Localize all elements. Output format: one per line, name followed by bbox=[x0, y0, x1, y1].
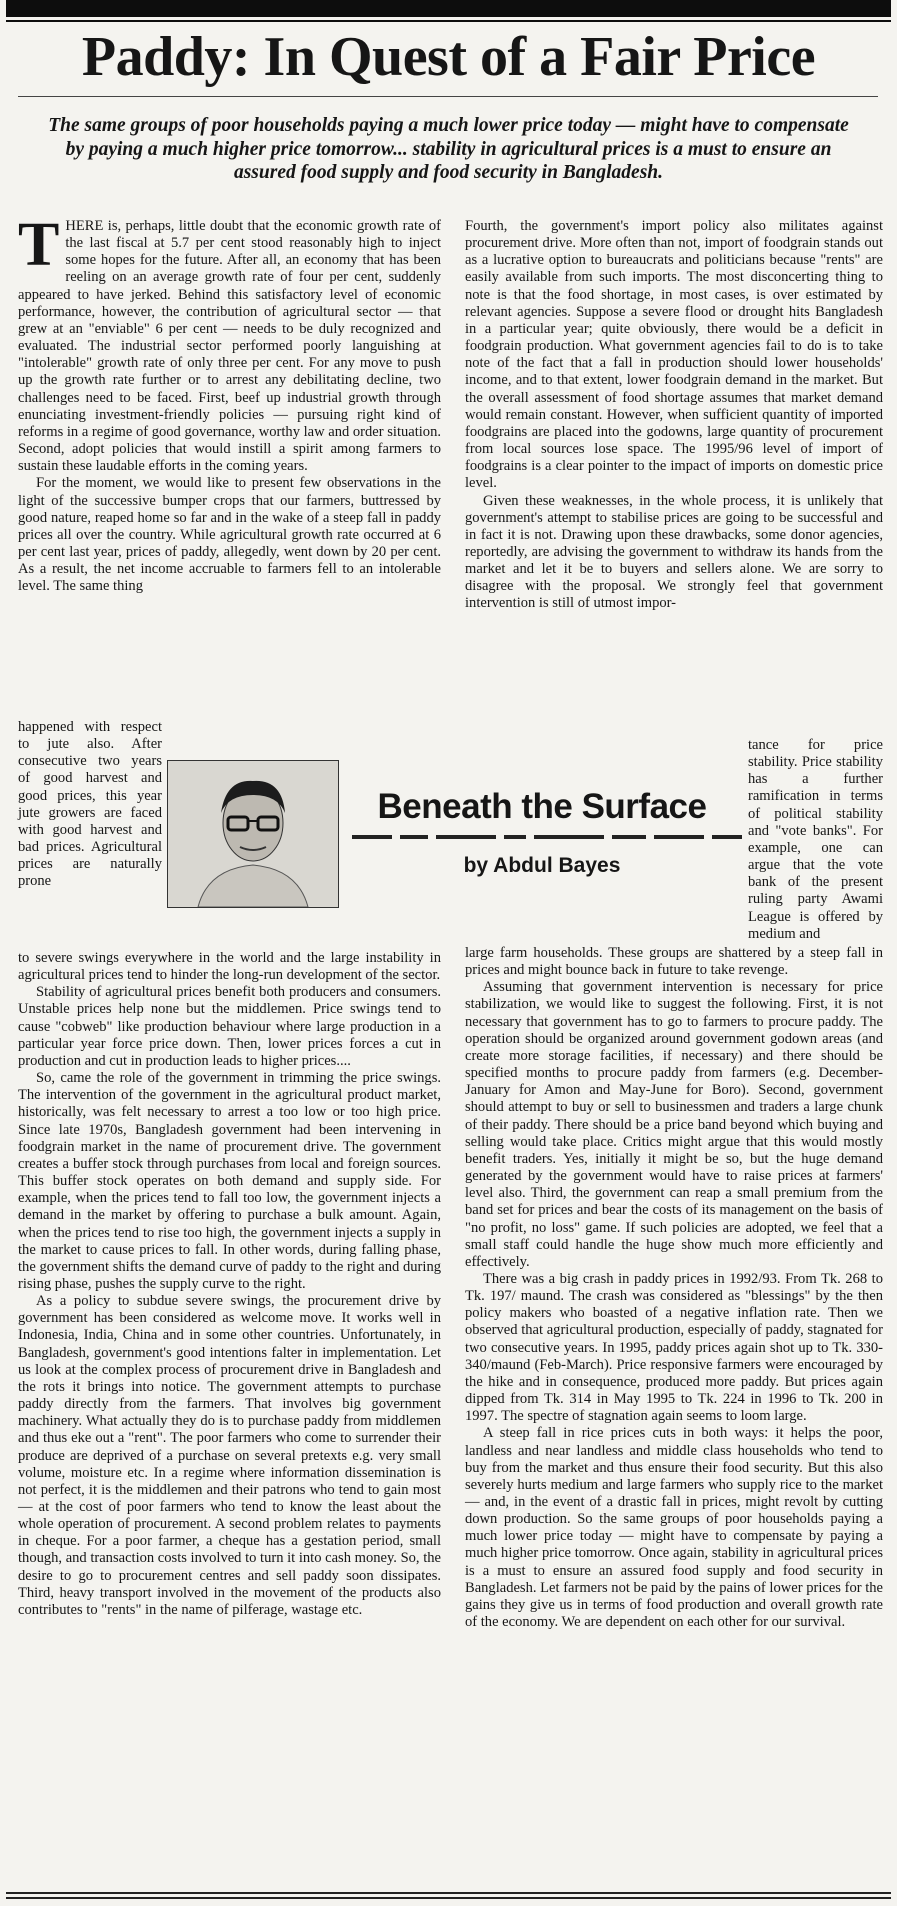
paragraph: large farm households. These groups are shattered by a steep fall in prices and might bounce back in future to take revenge. bbox=[465, 945, 883, 979]
paragraph: to severe swings everywhere in the world and the large instability in agricultural prices tend to hinder the long-run development of the sector. bbox=[18, 950, 441, 984]
headline: Paddy: In Quest of a Fair Price bbox=[81, 26, 816, 88]
paragraph: So, came the role of the government in trimming the price swings. The intervention of the government in the agricultural product market, historically, was felt necessary to arrest a too low or too high price. Since late 1970s, Bangladesh government had been intervening in foodgrain market in the name of procurement drive. The government creates a buffer stock through purchases from local and foreign sources. This buffer stock operates on both demand and supply side. For example, when the prices tend to fall too low, the government injects a demand in the market by offering to purchase a bulk amount. Again, when the prices tend to rise too high, the government injects a supply in the market to cause prices to fall. In other words, during falling phase, the government shifts the demand curve of paddy to the right and during rising phase, pushes the supply curve to the right. bbox=[18, 1070, 441, 1292]
headline-rule bbox=[18, 96, 878, 97]
paragraph: As a policy to subdue severe swings, the procurement drive by government has been considered as welcome move. It works well in Indonesia, India, China and in some other countries. Unfortunately, in Bangladesh, government's good intentions falter in implementation. Let us look at the complex process of procurement drive in Bangladesh and the rots it brings into notice. The government attempts to purchase paddy directly from the farmers. That involves big government machinery. What actually they do is to purchase paddy from middlemen and thus eke out a "rent". The poor farmers who come to surrender their produce are deprived of a purchase on several pretexts e.g. very small volume, moisture etc. In a regime where information dissemination is not perfect, it is the middlemen and their patrons who tend to gain most — at the cost of poor farmers who tend to know the least about the whole operation of procurement. A second problem relates to payments in cheque. For a poor farmer, a cheque has a gestation period, small though, and transaction costs involved to turn it into cash money. So, the desire to go to procurement centres and sell paddy soon dissipates. Third, heavy transport involved in the movement of the products also contributes to "rents" in the name of pilferage, wastage etc. bbox=[18, 1293, 441, 1618]
top-black-bar bbox=[6, 0, 891, 17]
column-left-top bbox=[18, 211, 441, 595]
bottom-rule bbox=[6, 1892, 891, 1894]
paragraph: A steep fall in rice prices cuts in both ways: it helps the poor, landless and near landless and middle class households who tend to buy from the market and thus ensure their food security. But this also severely hurts medium and large farmers who supply rice to the market — and, in the event of a drastic fall in prices, might revolt by cutting down production. So the same groups of poor households paying a much lower price today — might have to compensate by paying a much higher price tomorrow. Once again, stability in agricultural prices is a must to ensure an assured food supply and food security in Bangladesh. Let farmers not be paid by the pains of lower prices for the gains they give us in terms of food production and overall growth rate of the economy. We are dependent on each other for our survival. bbox=[465, 1425, 883, 1631]
paragraph: Assuming that government intervention is necessary for price stabilization, we would like to suggest the following. First, it is not necessary that government has to go to farmers to procure paddy. The operation should be organized around government godown areas (and create more storage facilities, if necessary) and there should be specified months to procure paddy from farmers (e.g. December-January for Amon and May-June for Boro). Second, government should attempt to buy or sell to businessmen and traders a large chunk of their paddy. There should be a price band beyond which buying and selling would take place. Critics might argue that this would mostly benefit traders. Yes, initially it might be so, but the huge demand generated by the government would have to raise prices at farmers' level also. Third, the government can reap a small premium from the band set for prices and bear the costs of its management on the basis of "no profit, no loss" game. If such policies are adopted, we feel that a small staff could handle the huge show much more efficiently and effectively. bbox=[465, 979, 883, 1270]
drop-cap: T bbox=[18, 211, 60, 279]
paragraph bbox=[18, 211, 441, 475]
paragraph: There was a big crash in paddy prices in 1992/93. From Tk. 268 to Tk. 197/ maund. The crash was considered as "blessings" by the then policy makers who boasted of a negative inflation rate. Then we observed that agricultural production, especially of paddy, stagnated for two consecutive years. In 1995, paddy prices again shot up to Tk. 330-340/maund (Feb-March). Price responsive farmers were encouraged by the hike and in consequence, produced more paddy. But prices again dipped from Tk. 314 in May 1995 to Tk. 224 in 1996 to Tk. 200 in 1997. The spectre of stagnation again seems to loom large. bbox=[465, 1270, 883, 1425]
column-title-rule bbox=[352, 832, 742, 842]
column-title: Beneath the Surface bbox=[377, 787, 707, 826]
paragraph: Stability of agricultural prices benefit both producers and consumers. Unstable prices help none but the middlemen. Price swings tend to cause "cobweb" like production behaviour where large production in a particular year force price down. Then, lower prices forces a cut in production and cut in production leads to higher prices.... bbox=[18, 984, 441, 1069]
paragraph: For the moment, we would like to present few observations in the light of the successive bumper crops that our farmers, buttressed by good nature, reaped home so far and in the wake of a steep fall in paddy prices all over the country. While agricultural growth rate occurred at 6 per cent last year, prices of paddy, allegedly, went down by 20 per cent. As a result, the net income accruable to farmers fell to an intolerable level. The same thing bbox=[18, 475, 441, 595]
column-right-wrap bbox=[748, 737, 883, 943]
byline: by Abdul Bayes bbox=[463, 854, 621, 877]
bottom-rule-2 bbox=[6, 1897, 891, 1899]
column-left-bottom bbox=[18, 950, 441, 1619]
deck: The same groups of poor households paying a much lower price today — might have to compensate by paying a much higher price tomorrow... stability in agricultural prices is a must to ensure an assured food supply and food security in Bangladesh. bbox=[48, 115, 849, 183]
author-photo bbox=[167, 760, 339, 908]
column-right-bottom bbox=[465, 945, 883, 1631]
paragraph-text: HERE is, perhaps, little doubt that the economic growth rate of the last fiscal at 5.7 per cent stood reasonably high to inject some hopes for the future. After all, an economy that has been reeling on an average growth rate of four per cent, suddenly appeared to have jerked. Behind this satisfactory level of economic performance, however, the contribution of agricultural sector — that grew at an "enviable" 6 per cent — needs to be duly recognized and evaluated. The industrial sector performed poorly languishing at "intolerable" growth rate of only three per cent. For any move to push up the growth rate further or to arrest any debilitating decline, two challenges need to be faced. First, beef up industrial growth through enunciating investment-friendly policies — pursuing right kind of reforms in a regime of good governance, worthy law and order situation. Second, adopt policies that would instill a spirit among farmers to sustain these laudable efforts in the coming years. bbox=[18, 218, 441, 475]
author-portrait-image bbox=[168, 761, 338, 907]
column-right-top bbox=[465, 218, 883, 613]
paragraph: happened with respect to jute also. After consecutive two years of good harvest and good prices, this year jute growers are faced with good harvest and bad prices. Agricultural prices are naturally prone bbox=[18, 719, 162, 890]
column-left-wrap bbox=[18, 719, 162, 891]
paragraph: tance for price stability. Price stability has a further ramification in terms of political stability and "vote banks". For example, one can argue that the vote bank of the present ruling party Awami League is offered by medium and bbox=[748, 737, 883, 942]
paragraph: Fourth, the government's import policy also militates against procurement drive. More often than not, import of foodgrain stands out as a lucrative option to bureaucrats and politicians because "rents" are easily available from such imports. The most disconcerting thing to note is that the food shortage, in most cases, is over estimated by relevant agencies. Suppose a severe flood or drought hits Bangladesh in a particular year; quite obviously, there would be a deficit in foodgrain production. What government agencies fail to do is to take note of the fact that a fall in production should lower households' income, and to that extent, lower foodgrain demand in the market. But the overall assessment of food shortage assumes that market demand would remain constant. However, when sufficient quantity of imported foodgrains are placed into the godowns, large quantity of procurement from local sources lose space. The 1995/96 level of import of foodgrains is a clear pointer to the impact of imports on domestic price level. bbox=[465, 218, 883, 492]
paragraph: Given these weaknesses, in the whole process, it is unlikely that government's attempt to stabilise prices are going to be successful and in fact it is not. Drawing upon these drawbacks, some donor agencies, reportedly, are advising the government to withdraw its hands from the market and let it be to buyers and sellers alone. We are sorry to disagree with the proposal. We strongly feel that government intervention is still of utmost impor- bbox=[465, 492, 883, 612]
